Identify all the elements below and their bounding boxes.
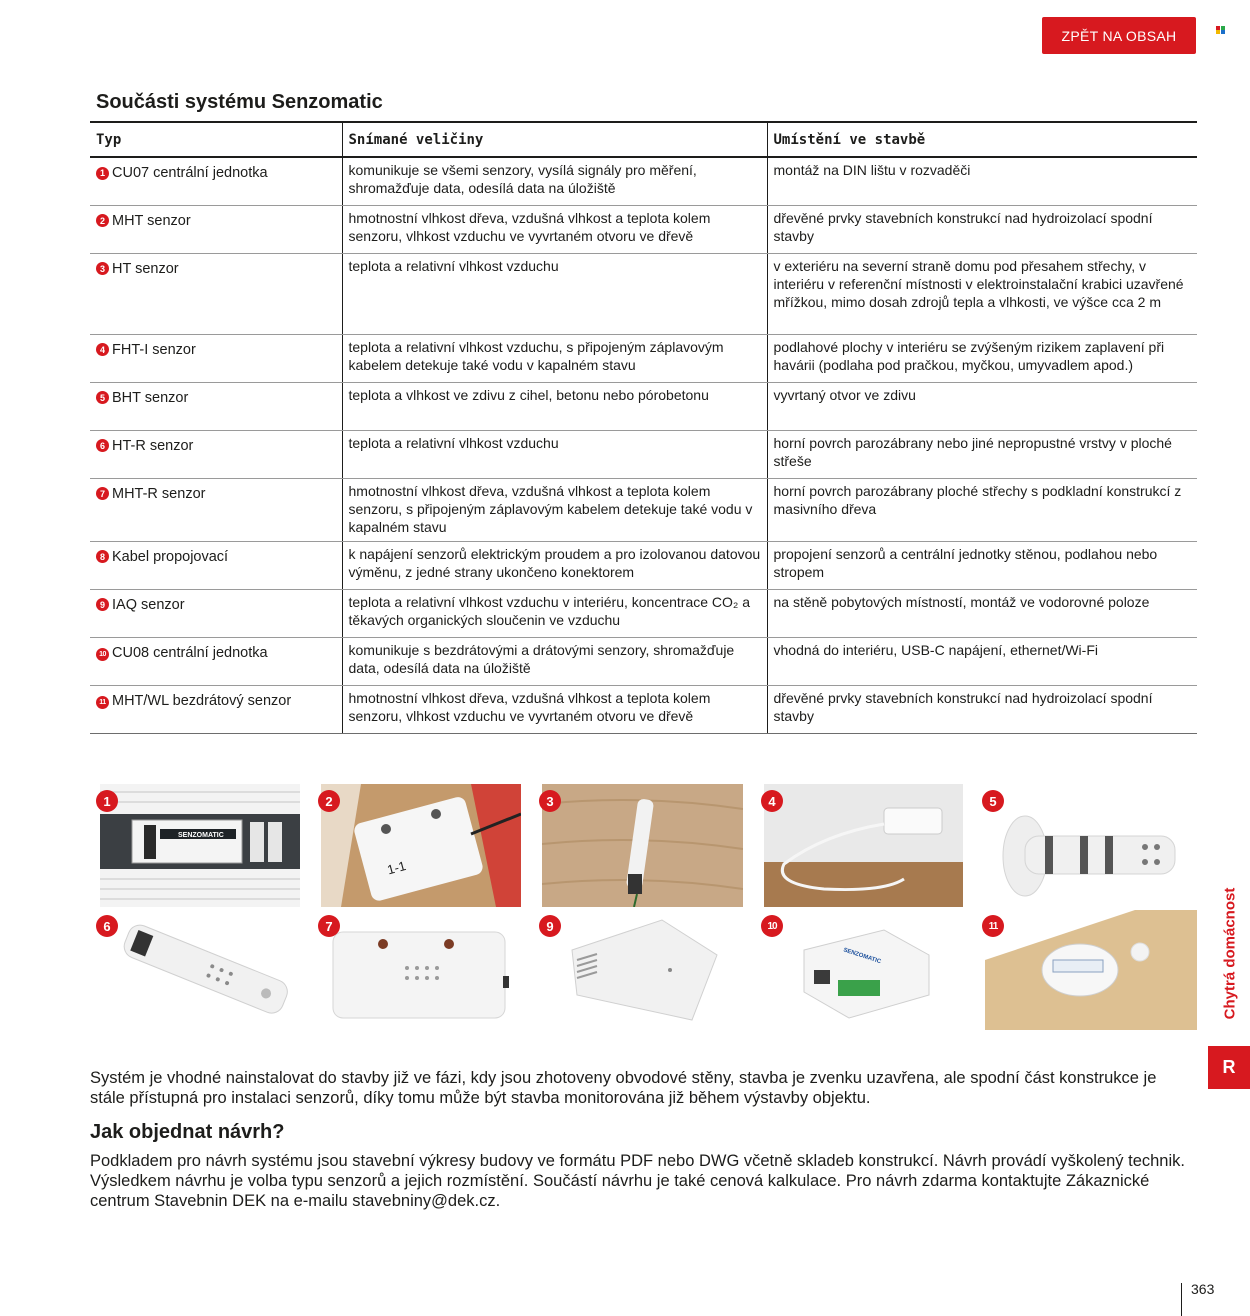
intro-paragraph: Systém je vhodné nainstalovat do stavby již ve fázi, kdy jsou zhotoveny obvodové stěny, stavba je zvenku uzavřena, ale spodní část konstrukce je stále přístupná pro instalaci senzorů, díky tomu může být stavba monitorována již během výstavby objektu. xyxy=(90,1069,1157,1107)
placement-cell: v exteriéru na severní straně domu pod přesahem střechy, v interiéru v referenční místnosti v elektroinstalační krabici uzavřené mřížkou, mimo dosah zdrojů tepla a vlhkosti, ve výšce cca 2 m xyxy=(767,253,1197,334)
mht-r-device-image xyxy=(321,910,521,1030)
photo-badge-1: 1 xyxy=(96,790,118,812)
components-table xyxy=(90,121,1197,734)
type-label: Kabel propojovací xyxy=(112,548,229,565)
order-paragraph: Podkladem pro návrh systému jsou stavební výkresy budovy ve formátu PDF nebo DWG včetně skladeb konstrukcí. Návrh provádí vyškolený technik. Výsledkem návrhu je volba typu senzorů a jejich rozmístění. Součástí návrhu je také cenová kalkulace. Pro návrh zdarma kontaktujte Zákaznické centrum Stavebnin DEK na e-mailu stavebniny@dek.cz. xyxy=(90,1152,1185,1210)
cu07-device-image xyxy=(100,784,300,907)
placement-cell: horní povrch parozábrany ploché střechy s podkladní konstrukcí z masivního dřeva xyxy=(767,478,1197,541)
sensed-quantities-cell: teplota a relativní vlhkost vzduchu, s připojeným záplavovým kabelem detekuje také vodu v kapalném stavu xyxy=(342,334,767,382)
type-label: HT-R senzor xyxy=(112,437,194,454)
photo-ht xyxy=(542,784,743,907)
table-row xyxy=(90,478,1197,541)
item-number-badge: 2 xyxy=(96,214,109,227)
item-number-badge: 10 xyxy=(96,648,109,661)
type-label: CU07 centrální jednotka xyxy=(112,165,268,181)
type-label: IAQ senzor xyxy=(112,596,185,613)
sensed-quantities-cell: hmotnostní vlhkost dřeva, vzdušná vlhkost a teplota kolem senzoru, vlhkost vzduchu ve vyvrtaném otvoru ve dřevě xyxy=(342,205,767,253)
type-cell xyxy=(90,430,342,478)
type-label: FHT-I senzor xyxy=(112,341,196,358)
item-number-badge: 7 xyxy=(96,487,109,500)
type-cell xyxy=(90,685,342,733)
logo-mark-icon xyxy=(1216,26,1226,34)
sensed-quantities-cell: k napájení senzorů elektrickým proudem a pro izolovanou datovou výměnu, z jedné strany ukončeno konektorem xyxy=(342,541,767,589)
type-label: MHT senzor xyxy=(112,212,191,229)
photo-badge-11: 11 xyxy=(982,915,1004,937)
photo-mht xyxy=(321,784,521,907)
type-cell xyxy=(90,205,342,253)
chapter-tab[interactable]: R xyxy=(1208,1046,1250,1089)
sensed-quantities-cell: hmotnostní vlhkost dřeva, vzdušná vlhkost a teplota kolem senzoru, vlhkost vzduchu ve vyvrtaném otvoru ve dřevě xyxy=(342,685,767,733)
photo-badge-3: 3 xyxy=(539,790,561,812)
table-row xyxy=(90,382,1197,430)
item-number-badge: 9 xyxy=(96,598,109,611)
cu08-label: SENZOMATIC xyxy=(842,947,882,966)
sensed-quantities-cell: hmotnostní vlhkost dřeva, vzdušná vlhkost a teplota kolem senzoru, s připojeným záplavovým kabelem detekuje také vodu v kapalném stavu xyxy=(342,478,767,541)
photo-badge-7: 7 xyxy=(318,915,340,937)
type-cell xyxy=(90,541,342,589)
photo-badge-9: 9 xyxy=(539,915,561,937)
photo-ht-r xyxy=(100,910,300,1030)
cu08-device-image xyxy=(764,910,963,1030)
photo-badge-2: 2 xyxy=(318,790,340,812)
placement-cell: podlahové plochy v interiéru se zvýšeným rizikem zaplavení při havárii (podlaha pod pračkou, myčkou, umyvadlem apod.) xyxy=(767,334,1197,382)
fht-i-device-image xyxy=(764,784,963,907)
type-label: MHT/WL bezdrátový senzor xyxy=(112,692,292,709)
type-label: BHT senzor xyxy=(112,389,189,406)
photo-mht-wl xyxy=(985,910,1197,1030)
ht-device-image xyxy=(542,784,743,907)
placement-cell: montáž na DIN lištu v rozvaděči xyxy=(767,157,1197,205)
placement-cell: vyvrtaný otvor ve zdivu xyxy=(767,382,1197,430)
type-cell xyxy=(90,589,342,637)
section-title: Součásti systému Senzomatic xyxy=(96,91,383,113)
mht-device-image xyxy=(321,784,521,907)
item-number-badge: 8 xyxy=(96,550,109,563)
type-cell xyxy=(90,382,342,430)
sensed-quantities-cell: komunikuje se všemi senzory, vysílá signály pro měření, shromažďuje data, odesílá data na úložiště xyxy=(342,157,767,205)
column-header-sensed: Snímané veličiny xyxy=(342,122,767,157)
item-number-badge: 4 xyxy=(96,343,109,356)
placement-cell: vhodná do interiéru, USB-C napájení, ethernet/Wi-Fi xyxy=(767,637,1197,685)
photo-badge-10: 10 xyxy=(761,915,783,937)
item-number-badge: 11 xyxy=(96,696,109,709)
column-header-type: Typ xyxy=(90,122,342,157)
table-row xyxy=(90,589,1197,637)
placement-cell: propojení senzorů a centrální jednotky stěnou, podlahou nebo stropem xyxy=(767,541,1197,589)
item-number-badge: 1 xyxy=(96,167,109,180)
sensed-quantities-cell: teplota a relativní vlhkost vzduchu v interiéru, koncentrace CO₂ a těkavých organických sloučenin ve vzduchu xyxy=(342,589,767,637)
sensed-quantities-cell: komunikuje s bezdrátovými a drátovými senzory, shromažďuje data, odesílá data na úložiště xyxy=(342,637,767,685)
sensed-quantities-cell: teplota a relativní vlhkost vzduchu xyxy=(342,253,767,334)
item-number-badge: 5 xyxy=(96,391,109,404)
type-cell xyxy=(90,253,342,334)
table-row xyxy=(90,430,1197,478)
photo-bht xyxy=(985,784,1197,907)
table-row xyxy=(90,157,1197,205)
table-row xyxy=(90,334,1197,382)
cu07-label: SENZOMATIC xyxy=(178,832,224,839)
ht-r-device-image xyxy=(100,910,300,1030)
sensed-quantities-cell: teplota a vlhkost ve zdivu z cihel, betonu nebo pórobetonu xyxy=(342,382,767,430)
table-row xyxy=(90,253,1197,334)
type-cell xyxy=(90,157,342,205)
table-row xyxy=(90,205,1197,253)
photo-cu07 xyxy=(100,784,300,907)
table-header-row xyxy=(90,122,1197,157)
type-label: HT senzor xyxy=(112,260,179,277)
item-number-badge: 6 xyxy=(96,439,109,452)
photo-mht-r xyxy=(321,910,521,1030)
type-cell xyxy=(90,478,342,541)
item-number-badge: 3 xyxy=(96,262,109,275)
placement-cell: horní povrch parozábrany nebo jiné nepropustné vrstvy v ploché střeše xyxy=(767,430,1197,478)
type-label: CU08 centrální jednotka xyxy=(112,644,268,661)
sensed-quantities-cell: teplota a relativní vlhkost vzduchu xyxy=(342,430,767,478)
iaq-device-image xyxy=(542,910,743,1030)
photo-cu08 xyxy=(764,910,963,1030)
order-heading: Jak objednat návrh? xyxy=(90,1121,285,1143)
page-divider xyxy=(1181,1283,1182,1316)
table-row xyxy=(90,685,1197,733)
type-cell xyxy=(90,637,342,685)
type-cell xyxy=(90,334,342,382)
photo-iaq xyxy=(542,910,743,1030)
chapter-side-label-text: Chytrá domácnost xyxy=(1221,887,1239,1019)
placement-cell: dřevěné prvky stavebních konstrukcí nad hydroizolací spodní stavby xyxy=(767,205,1197,253)
type-label: MHT-R senzor xyxy=(112,485,206,502)
table-row xyxy=(90,637,1197,685)
table-row xyxy=(90,541,1197,589)
photo-badge-5: 5 xyxy=(982,790,1004,812)
mht-handwritten-label: 1-1 xyxy=(385,858,408,878)
photo-badge-4: 4 xyxy=(761,790,783,812)
photo-fht-i xyxy=(764,784,963,907)
bht-device-image xyxy=(985,784,1197,907)
page-number: 363 xyxy=(1191,1281,1215,1297)
back-to-contents-button[interactable]: ZPĚT NA OBSAH xyxy=(1042,17,1196,54)
column-header-placement: Umístění ve stavbě xyxy=(767,122,1197,157)
mht-wl-device-image xyxy=(985,910,1197,1030)
placement-cell: na stěně pobytových místností, montáž ve vodorovné poloze xyxy=(767,589,1197,637)
placement-cell: dřevěné prvky stavebních konstrukcí nad hydroizolací spodní stavby xyxy=(767,685,1197,733)
photo-badge-6: 6 xyxy=(96,915,118,937)
chapter-side-label xyxy=(1213,878,1247,1028)
